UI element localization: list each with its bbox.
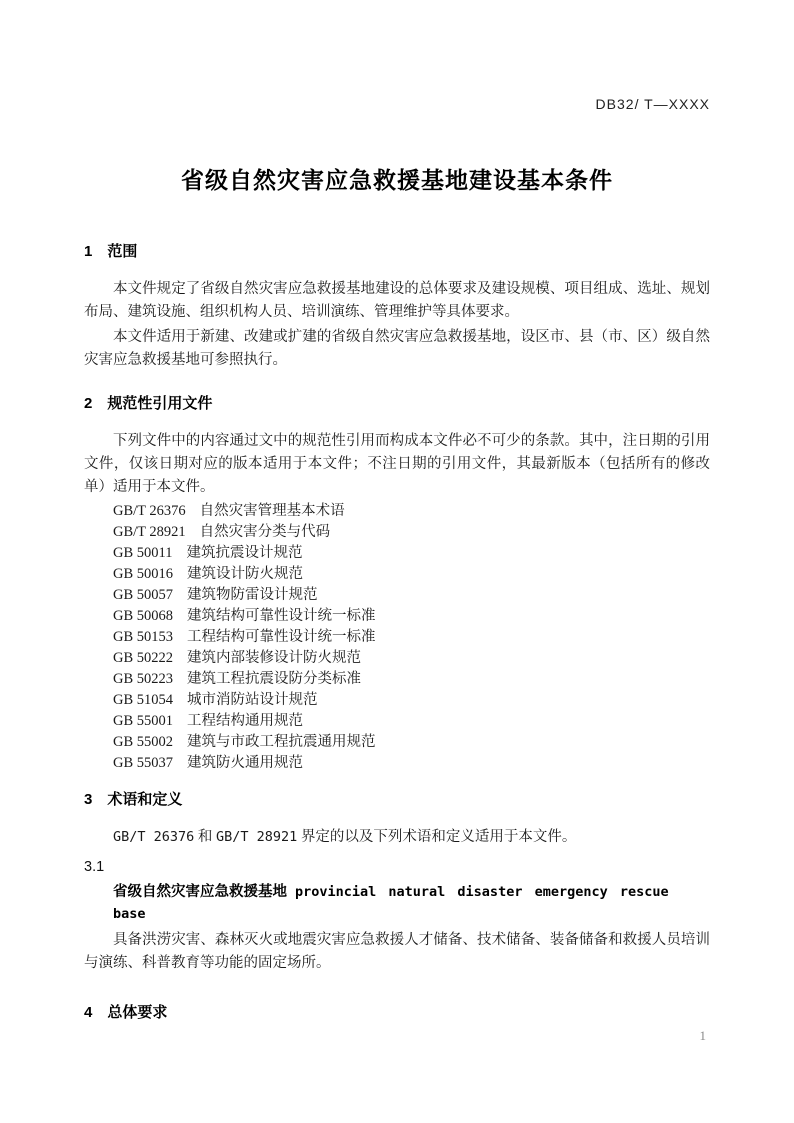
term-chinese: 省级自然灾害应急救援基地 (113, 884, 287, 900)
section-3-heading-text: 术语和定义 (107, 791, 183, 808)
reference-item (84, 501, 710, 522)
section-4-heading (84, 1003, 710, 1023)
section-4-number: 4 (84, 1004, 93, 1021)
reference-title: 建筑抗震设计规范 (186, 545, 303, 561)
section-2-heading-text: 规范性引用文件 (107, 395, 213, 412)
section-2-heading (84, 394, 710, 414)
section-3-intro-paragraph (84, 826, 710, 849)
reference-title: 建筑防火通用规范 (187, 755, 304, 771)
reference-code: GB 51054 (113, 692, 174, 708)
section-4-heading-text: 总体要求 (107, 1004, 168, 1021)
term-definition: 具备洪涝灾害、森林灭火或地震灾害应急救援人才储备、技术储备、装备储备和救援人员培训与演练、科普教育等功能的固定场所。 (84, 932, 710, 971)
section-1-paragraph-1: 本文件规定了省级自然灾害应急救援基地建设的总体要求及建设规模、项目组成、选址、规划布局、建筑设施、组织机构人员、培训演练、管理维护等具体要求。 (84, 281, 710, 320)
document-title: 省级自然灾害应急救援基地建设基本条件 (181, 167, 613, 193)
section-3-heading (84, 790, 710, 810)
reference-title: 建筑内部装修设计防火规范 (187, 650, 362, 666)
section-1-heading (84, 242, 710, 262)
reference-item (84, 669, 710, 690)
document-code-header: DB32/ T—XXXX (595, 96, 710, 112)
reference-code: GB 50068 (113, 608, 174, 624)
reference-item (84, 753, 710, 774)
reference-title: 建筑工程抗震设防分类标准 (187, 671, 362, 687)
reference-code: GB 50057 (113, 587, 174, 603)
reference-code: GB 55001 (113, 713, 174, 729)
reference-item (84, 732, 710, 753)
reference-code: GB/T 26376 (113, 503, 186, 519)
reference-code: GB 55002 (113, 734, 174, 750)
reference-code: GB 50016 (113, 566, 174, 582)
normative-references-list (84, 501, 710, 774)
reference-title: 建筑与市政工程抗震通用规范 (187, 734, 376, 750)
reference-title: 工程结构通用规范 (187, 713, 304, 729)
intro-rest-text: 界定的以及下列术语和定义适用于本文件。 (297, 829, 577, 845)
term-number: 3.1 (84, 859, 105, 875)
reference-item (84, 627, 710, 648)
reference-code: GB 55037 (113, 755, 174, 771)
page-number: 1 (699, 1028, 706, 1043)
reference-title: 建筑设计防火规范 (187, 566, 304, 582)
reference-title: 工程结构可靠性设计统一标准 (187, 629, 376, 645)
reference-item (84, 711, 710, 732)
reference-title: 自然灾害管理基本术语 (199, 503, 345, 519)
reference-code: GB 50222 (113, 650, 174, 666)
section-1-paragraph-2: 本文件适用于新建、改建或扩建的省级自然灾害应急救援基地，设区市、县（市、区）级自然灾害应急救援基地可参照执行。 (84, 329, 710, 368)
reference-title: 城市消防站设计规范 (187, 692, 318, 708)
reference-title: 建筑结构可靠性设计统一标准 (187, 608, 376, 624)
reference-code: GB 50153 (113, 629, 174, 645)
reference-code: GB 50223 (113, 671, 174, 687)
reference-title: 自然灾害分类与代码 (199, 524, 331, 540)
intro-conjunction: 和 (194, 829, 217, 845)
section-3-number: 3 (84, 791, 93, 808)
reference-code: GB/T 28921 (113, 524, 186, 540)
reference-item (84, 648, 710, 669)
referenced-standard-code: GB/T 28921 (216, 829, 298, 845)
reference-item (84, 585, 710, 606)
term-english: provincial natural disaster emergency rescue base (113, 884, 669, 922)
section-2-number: 2 (84, 395, 93, 412)
reference-item (84, 690, 710, 711)
reference-item (84, 543, 710, 564)
reference-item (84, 522, 710, 543)
reference-code: GB 50011 (113, 545, 173, 561)
term-entry (84, 881, 710, 925)
section-2-paragraph-1: 下列文件中的内容通过文中的规范性引用而构成本文件必不可少的条款。其中，注日期的引用文件，仅该日期对应的版本适用于本文件；不注日期的引用文件，其最新版本（包括所有的修改单）适用于本文件。 (84, 433, 710, 495)
reference-title: 建筑物防雷设计规范 (187, 587, 318, 603)
section-1-heading-text: 范围 (107, 243, 138, 260)
referenced-standard-code: GB/T 26376 (113, 829, 195, 845)
section-1-number: 1 (84, 243, 93, 260)
reference-item (84, 606, 710, 627)
reference-item (84, 564, 710, 585)
